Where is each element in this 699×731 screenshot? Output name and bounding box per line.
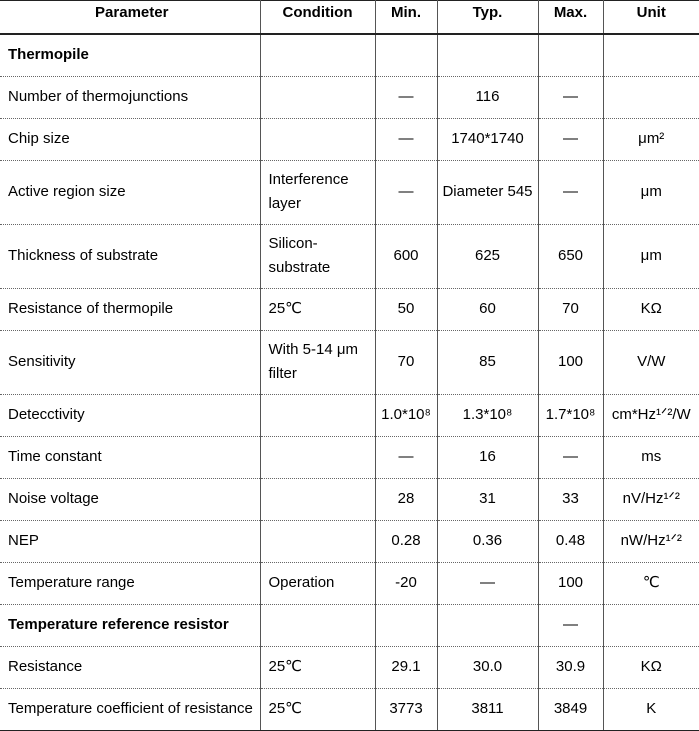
header-typ: Typ. <box>437 1 538 35</box>
cell-unit: KΩ <box>603 646 699 688</box>
cell-min: 0.28 <box>375 520 437 562</box>
table-row <box>0 160 699 224</box>
cell-parameter: Temperature coefficient of resistance <box>0 688 260 730</box>
cell-unit: μm <box>603 160 699 224</box>
cell-min: 70 <box>375 330 437 394</box>
cell-min <box>375 604 437 646</box>
cell-min: — <box>375 436 437 478</box>
cell-typ: 116 <box>437 76 538 118</box>
cell-parameter: Detecctivity <box>0 394 260 436</box>
cell-parameter: Number of thermojunctions <box>0 76 260 118</box>
cell-unit: μm² <box>603 118 699 160</box>
cell-typ: 31 <box>437 478 538 520</box>
cell-typ: 3811 <box>437 688 538 730</box>
cell-typ <box>437 34 538 76</box>
cell-parameter: Thickness of substrate <box>0 224 260 288</box>
cell-condition <box>260 34 375 76</box>
cell-typ: 1740*1740 <box>437 118 538 160</box>
cell-max: — <box>538 436 603 478</box>
cell-min: — <box>375 160 437 224</box>
cell-unit: nW/Hz¹ᐟ² <box>603 520 699 562</box>
cell-max: 1.7*10⁸ <box>538 394 603 436</box>
cell-unit <box>603 76 699 118</box>
cell-max: 30.9 <box>538 646 603 688</box>
cell-condition: Interference layer <box>260 160 375 224</box>
cell-min: 29.1 <box>375 646 437 688</box>
cell-condition: 25℃ <box>260 688 375 730</box>
table-header <box>0 1 699 35</box>
cell-typ: Diameter 545 <box>437 160 538 224</box>
table-row <box>0 478 699 520</box>
table-row <box>0 288 699 330</box>
table-row <box>0 394 699 436</box>
cell-unit: cm*Hz¹ᐟ²/W <box>603 394 699 436</box>
cell-max: 70 <box>538 288 603 330</box>
table-row <box>0 224 699 288</box>
cell-parameter: Thermopile <box>0 34 260 76</box>
cell-typ: 60 <box>437 288 538 330</box>
cell-parameter: Active region size <box>0 160 260 224</box>
cell-max: — <box>538 76 603 118</box>
cell-typ <box>437 604 538 646</box>
cell-condition: Operation <box>260 562 375 604</box>
cell-min: 3773 <box>375 688 437 730</box>
cell-typ: 16 <box>437 436 538 478</box>
cell-typ: 625 <box>437 224 538 288</box>
cell-min: 1.0*10⁸ <box>375 394 437 436</box>
table-row <box>0 330 699 394</box>
cell-max: 100 <box>538 330 603 394</box>
cell-max: 33 <box>538 478 603 520</box>
section-row <box>0 34 699 76</box>
header-unit: Unit <box>603 1 699 35</box>
cell-condition <box>260 76 375 118</box>
table-row <box>0 562 699 604</box>
table-body <box>0 34 699 730</box>
header-row <box>0 1 699 35</box>
cell-max: — <box>538 160 603 224</box>
cell-unit: ℃ <box>603 562 699 604</box>
cell-parameter: Sensitivity <box>0 330 260 394</box>
cell-condition <box>260 520 375 562</box>
cell-typ: 30.0 <box>437 646 538 688</box>
table-row <box>0 436 699 478</box>
cell-typ: 1.3*10⁸ <box>437 394 538 436</box>
cell-parameter: Resistance <box>0 646 260 688</box>
cell-unit: K <box>603 688 699 730</box>
cell-condition <box>260 604 375 646</box>
cell-max: — <box>538 118 603 160</box>
cell-max: — <box>538 604 603 646</box>
cell-typ: 0.36 <box>437 520 538 562</box>
cell-min: — <box>375 76 437 118</box>
cell-parameter: Time constant <box>0 436 260 478</box>
cell-parameter: Resistance of thermopile <box>0 288 260 330</box>
cell-typ: 85 <box>437 330 538 394</box>
cell-condition <box>260 118 375 160</box>
cell-condition <box>260 478 375 520</box>
cell-parameter: Temperature reference resistor <box>0 604 260 646</box>
cell-parameter: Chip size <box>0 118 260 160</box>
cell-max <box>538 34 603 76</box>
cell-unit <box>603 604 699 646</box>
cell-typ: — <box>437 562 538 604</box>
cell-min <box>375 34 437 76</box>
header-condition: Condition <box>260 1 375 35</box>
cell-condition <box>260 394 375 436</box>
cell-parameter: Temperature range <box>0 562 260 604</box>
cell-min: -20 <box>375 562 437 604</box>
cell-min: 600 <box>375 224 437 288</box>
cell-min: 50 <box>375 288 437 330</box>
cell-max: 650 <box>538 224 603 288</box>
cell-max: 3849 <box>538 688 603 730</box>
table-row <box>0 520 699 562</box>
header-max: Max. <box>538 1 603 35</box>
cell-unit: μm <box>603 224 699 288</box>
cell-unit: nV/Hz¹ᐟ² <box>603 478 699 520</box>
cell-max: 0.48 <box>538 520 603 562</box>
cell-min: 28 <box>375 478 437 520</box>
cell-unit: V/W <box>603 330 699 394</box>
cell-condition <box>260 436 375 478</box>
cell-condition: 25℃ <box>260 646 375 688</box>
header-parameter: Parameter <box>0 1 260 35</box>
table-row <box>0 688 699 730</box>
cell-min: — <box>375 118 437 160</box>
cell-unit: KΩ <box>603 288 699 330</box>
header-min: Min. <box>375 1 437 35</box>
cell-unit <box>603 34 699 76</box>
cell-parameter: NEP <box>0 520 260 562</box>
cell-unit: ms <box>603 436 699 478</box>
cell-condition: With 5-14 μm filter <box>260 330 375 394</box>
table-row <box>0 76 699 118</box>
section-row <box>0 604 699 646</box>
table-row <box>0 118 699 160</box>
cell-parameter: Noise voltage <box>0 478 260 520</box>
cell-max: 100 <box>538 562 603 604</box>
cell-condition: Silicon-substrate <box>260 224 375 288</box>
table-row <box>0 646 699 688</box>
cell-condition: 25℃ <box>260 288 375 330</box>
